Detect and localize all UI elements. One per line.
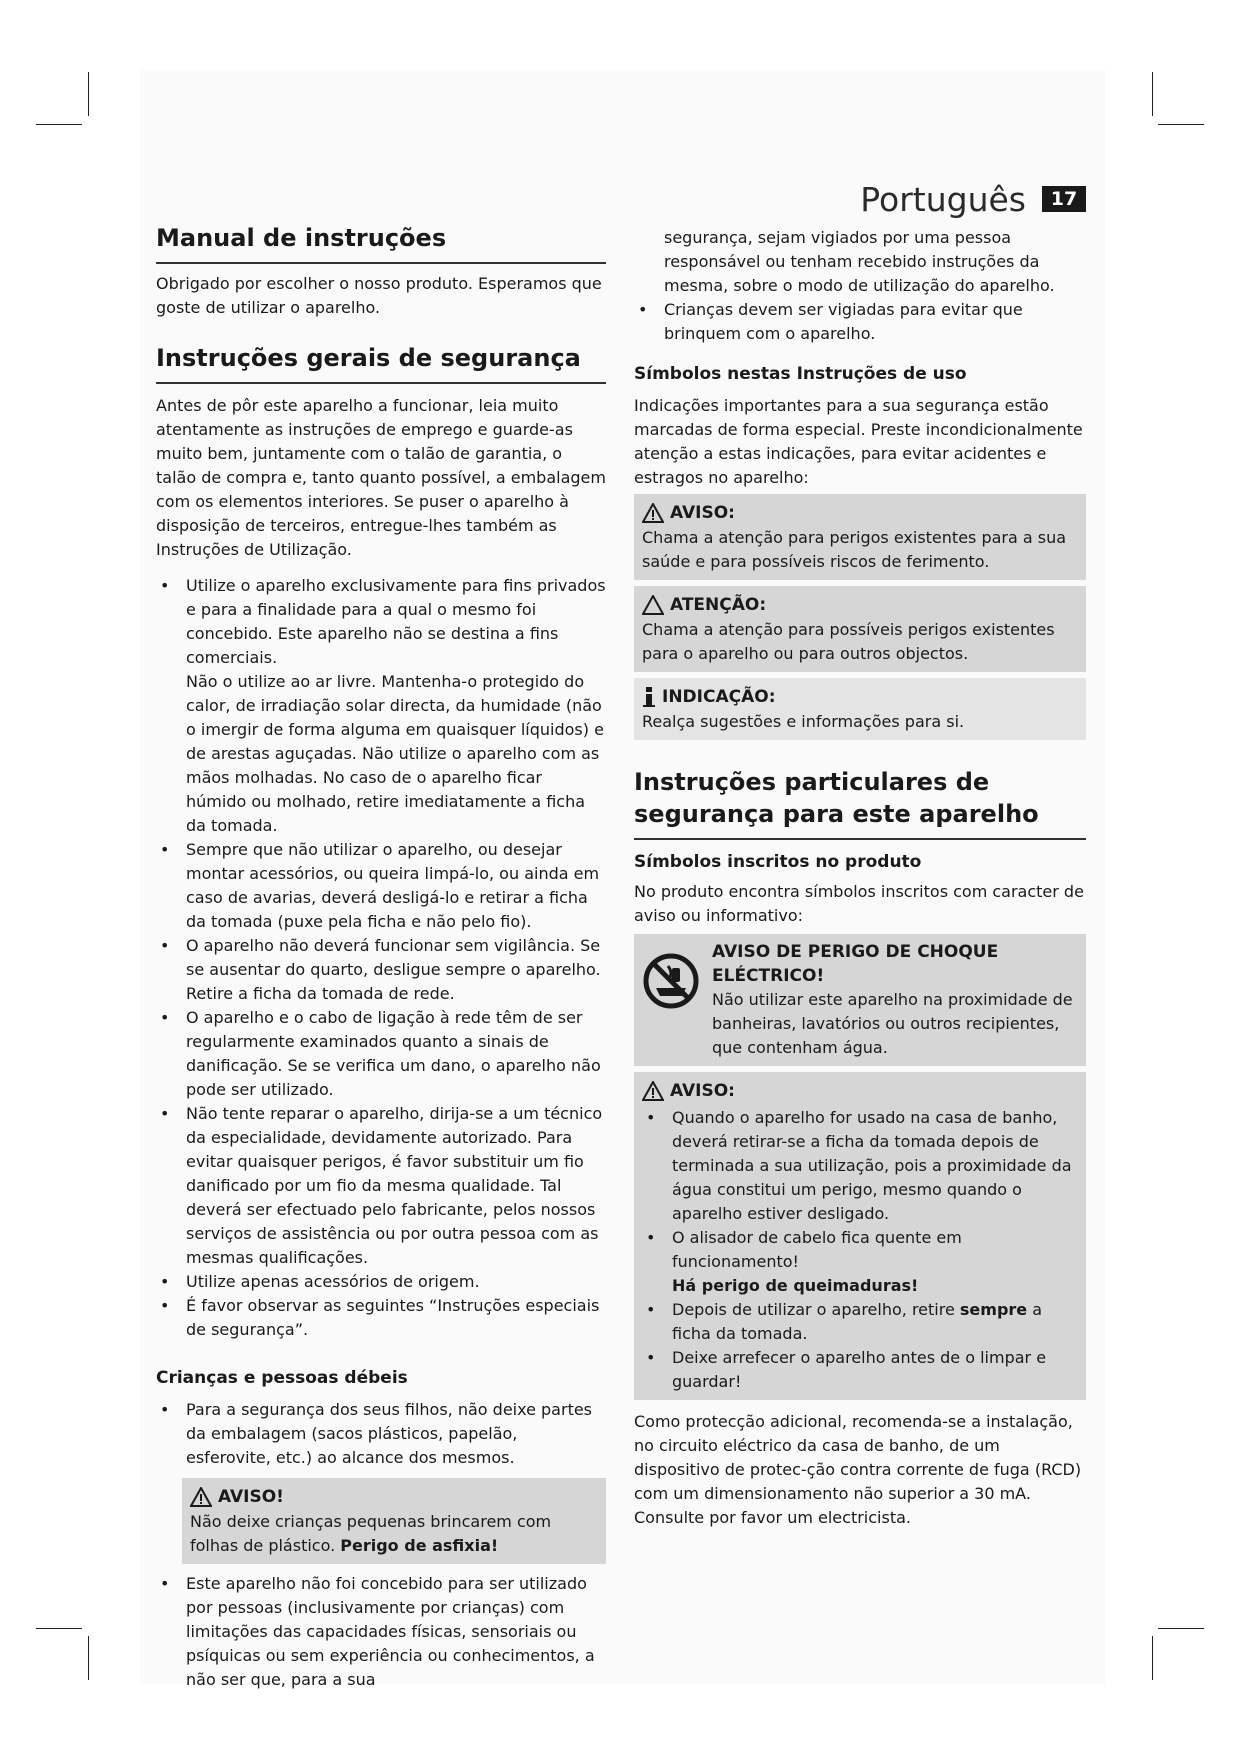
general-safety-title: Instruções gerais de segurança [156,342,606,384]
crop-mark [36,1628,82,1629]
page-header [800,178,1086,222]
manual-title: Manual de instruções [156,222,606,264]
aviso-label: AVISO: [642,500,1078,526]
symbols-intro: Indicações importantes para a sua segurança estão marcadas de forma especial. Preste incondicionalmente atenção a estas indicações, para evitar acidentes e estragos no aparelho: [634,396,1083,487]
crop-mark [1152,72,1153,116]
aviso2-label: AVISO: [642,1078,1078,1104]
shock-warning-content [712,940,1078,1060]
list-item: • Depois de utilizar o aparelho, retire sempre a ficha da tomada. [646,1300,1043,1343]
crop-mark [1158,124,1204,125]
children-warning-box [182,1478,606,1564]
page-number: 17 [1042,186,1086,212]
warning-label: AVISO! [190,1484,598,1510]
aviso-list-box [634,1072,1086,1400]
indicacao-box [634,678,1086,740]
list-item: • Quando o aparelho for usado na casa de banho, deverá retirar-se a ficha da tomada depois de terminada a sua utilização, pois a proximidade da água constitui um perigo, mesmo quando o aparelho estiver desligado. [646,1108,1072,1223]
no-water-icon [642,940,702,1017]
children-list-2 [156,1572,606,1692]
atencao-label: ATENÇÃO: [642,592,1078,618]
children-title: Crianças e pessoas débeis [156,1368,408,1388]
list-item: • Para a segurança dos seus filhos, não deixe partes da embalagem (sacos plásticos, papelão, esferovite, etc.) ao alcance dos mesmos. [160,1400,593,1467]
aviso-box [634,494,1086,580]
indicacao-label: INDICAÇÃO: [642,684,1078,710]
list-item: • Utilize apenas acessórios de origem. [160,1272,480,1291]
list-item: • Este aparelho não foi concebido para ser utilizado por pessoas (inclusivamente por crianças) com limitações das capacidades físicas, sensoriais ou psíquicas ou sem experiência ou conhecimentos, a não ser que, para a sua [160,1574,595,1689]
aviso2-list [642,1106,1078,1394]
atencao-box [634,586,1086,672]
info-icon [642,686,656,708]
language-title: Português [860,180,1026,219]
right-column [634,226,1086,1530]
crop-mark [88,1636,89,1680]
list-item: • Não tente reparar o aparelho, dirija-se a um técnico da especialidade, devidamente autorizado. Para evitar quaisquer perigos, é favor substituir um fio danificado por um fio da mesma qualidade. Tal deverá ser efectuado pelo fabricante, pelos nossos serviços de assistência ou por outra pessoa com as mesmas qualificações. [160,1104,603,1267]
list-item: segurança, sejam vigiados por uma pessoa responsável ou tenham recebido instruções da mesma, sobre o modo de utilização do aparelho. [664,228,1055,295]
crop-mark [88,72,89,116]
indicacao-text: Realça sugestões e informações para si. [642,712,965,731]
list-item: • Utilize o aparelho exclusivamente para fins privados e para a finalidade para a qual o mesmo foi concebido. Este aparelho não se destina a fins comerciais. Não o utilize ao ar livre. Mantenha-o protegido do calor, de irradiação solar directa, da humidade (não o imergir de forma alguma em quaisquer líquidos) e de arestas aguçadas. Não utilize o aparelho com as mãos molhadas. No caso de o aparelho ficar húmido ou molhado, retire imediatamente a ficha da tomada. [160,576,606,835]
list-item: • O aparelho e o cabo de ligação à rede têm de ser regularmente examinados quanto a sinais de danificação. Se se verifica um dano, o aparelho não pode ser utilizado. [160,1008,601,1099]
particular-safety-title: Instruções particulares de segurança para este aparelho [634,766,1086,840]
list-item: • O aparelho não deverá funcionar sem vigilância. Se se ausentar do quarto, desligue sempre o aparelho. Retire a ficha da tomada de rede. [160,936,601,1003]
shock-warning-box [634,934,1086,1066]
caution-triangle-icon [642,595,664,615]
atencao-text: Chama a atenção para possíveis perigos existentes para o aparelho ou para outros objectos. [642,620,1055,663]
continued-list [634,226,1086,346]
left-column [156,222,606,1692]
children-list [156,1398,606,1470]
warning-text: Não deixe crianças pequenas brincarem com folhas de plástico. Perigo de asfixia! [190,1512,552,1555]
intro-text: Obrigado por escolher o nosso produto. Esperamos que goste de utilizar o aparelho. [156,274,602,317]
list-item: • Sempre que não utilizar o aparelho, ou desejar montar acessórios, ou queira limpá-lo, ou ainda em caso de avarias, deverá desligá-lo e retirar a ficha da tomada (puxe pela ficha e não pelo fio). [160,840,600,931]
shock-warning-text: Não utilizar este aparelho na proximidade de banheiras, lavatórios ou outros recipientes, que contenham água. [712,990,1073,1057]
warning-triangle-icon [642,1081,664,1101]
crop-mark [1152,1636,1153,1680]
general-safety-list [156,574,606,1342]
product-symbols-intro: No produto encontra símbolos inscritos com caracter de aviso ou informativo: [634,882,1084,925]
closing-text: Como protecção adicional, recomenda-se a instalação, no circuito eléctrico da casa de banho, de um dispositivo de protec-ção contra corrente de fuga (RCD) com um dimensionamento não superior a 30 mA. Consulte por favor um electricista. [634,1412,1082,1527]
general-safety-intro: Antes de pôr este aparelho a funcionar, leia muito atentamente as instruções de emprego e guarde-as muito bem, juntamente com o talão de garantia, o talão de compra e, tanto quanto possível, a embalagem com os elementos interiores. Se puser o aparelho à disposição de terceiros, entregue-lhes também as Instruções de Utilização. [156,396,606,559]
product-symbols-title: Símbolos inscritos no produto [634,852,922,872]
warning-triangle-icon [642,503,664,523]
list-item: • Deixe arrefecer o aparelho antes de o limpar e guardar! [646,1348,1047,1391]
shock-warning-title: AVISO DE PERIGO DE CHOQUE ELÉCTRICO! [712,942,999,986]
crop-mark [1158,1628,1204,1629]
symbols-title: Símbolos nestas Instruções de uso [634,364,967,384]
warning-triangle-icon [190,1487,212,1507]
crop-mark [36,124,82,125]
list-item: • Crianças devem ser vigiadas para evitar que brinquem com o aparelho. [638,300,1023,343]
list-item: • É favor observar as seguintes “Instruções especiais de segurança”. [160,1296,600,1339]
list-item: • O alisador de cabelo fica quente em funcionamento! Há perigo de queimaduras! [646,1228,962,1295]
aviso-text: Chama a atenção para perigos existentes para a sua saúde e para possíveis riscos de ferimento. [642,528,1067,571]
